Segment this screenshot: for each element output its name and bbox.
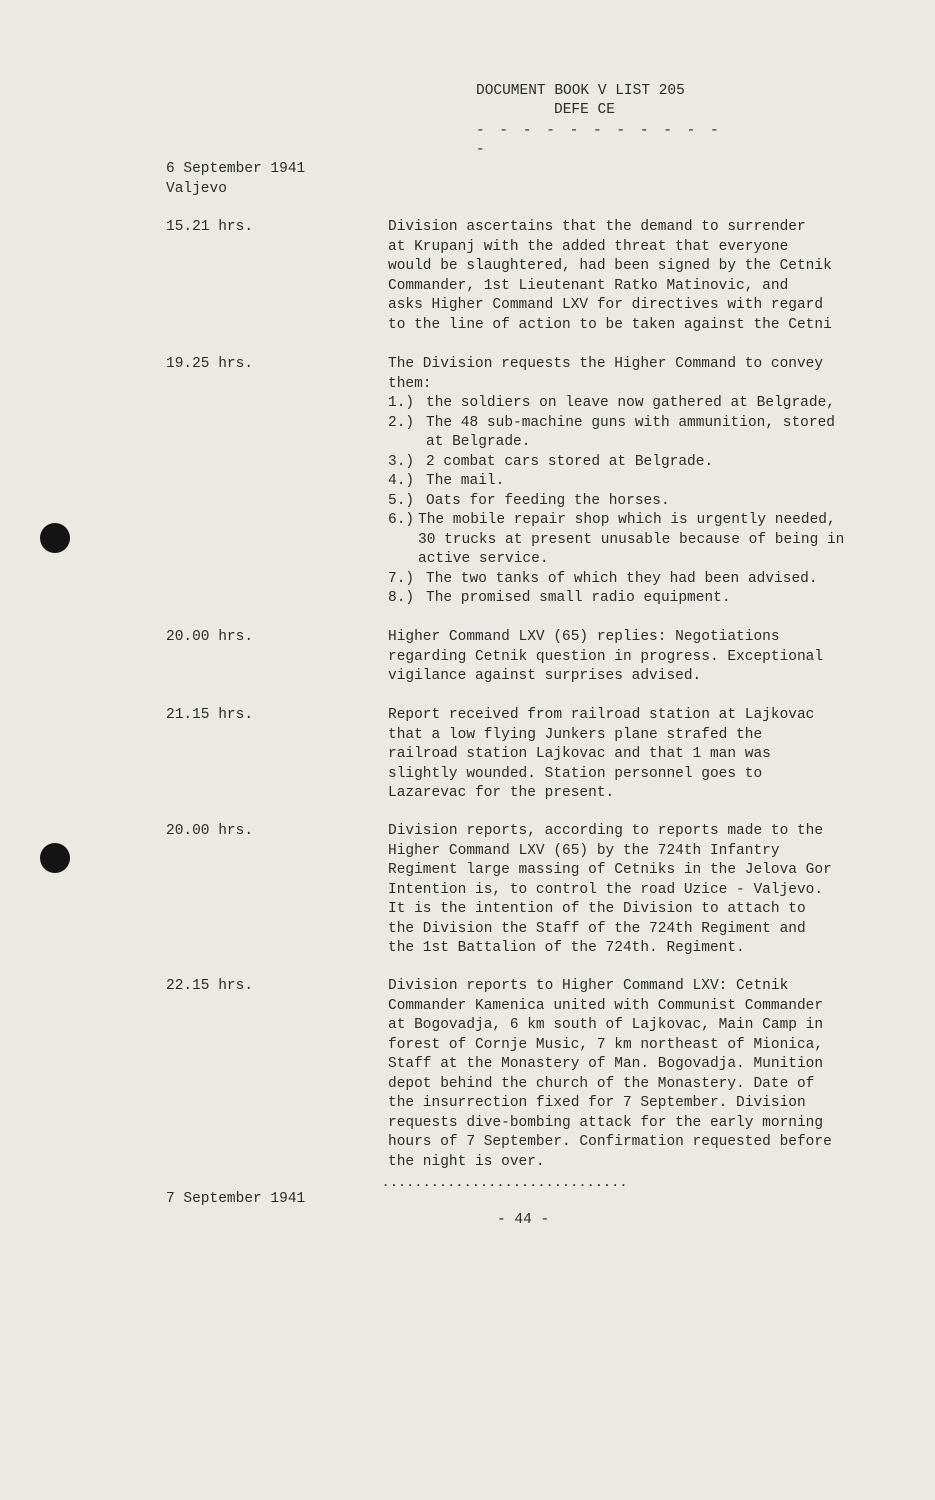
entry-text [388, 628, 888, 687]
entry-line: Higher Command LXV (65) by the 724th Infantry [388, 842, 780, 859]
entry-line: Report received from railroad station at Lajkovac [388, 707, 815, 723]
entry-line: Division reports, according to reports made to the [388, 823, 824, 839]
entry-line: Commander Kamenica united with Communist Commander [388, 997, 824, 1014]
entry-line: the night is over. [388, 1153, 545, 1170]
entry-text [388, 822, 888, 959]
entry-line: railroad station Lajkovac and that 1 man was [388, 746, 771, 762]
list-item-number: 7.) [388, 570, 415, 587]
entry-time: 21.15 hrs. [166, 707, 254, 723]
header-rule: - - - - - - - - - - - - [476, 123, 722, 158]
entry-line: them: [388, 375, 432, 392]
entry-line: the insurrection fixed for 7 September. Division [388, 1095, 806, 1111]
entry-line: at Bogovadja, 6 km south of Lajkovac, Main Camp in [388, 1017, 824, 1033]
punch-hole-top [40, 523, 70, 553]
list-item [388, 394, 888, 414]
entry-line: It is the intention of the Division to attach to [388, 901, 806, 917]
entry-line: the 1st Battalion of the 724th. Regiment. [388, 940, 745, 956]
list-item [388, 570, 888, 590]
list-item-number: 4.) [388, 473, 415, 489]
entry-line: hours of 7 September. Confirmation requested before [388, 1134, 832, 1150]
entry-line: asks Higher Command LXV for directives with regard [388, 297, 824, 313]
list-item-text: The mobile repair shop which is urgently needed, [418, 512, 836, 528]
list-item-continuation: at Belgrade. [426, 434, 531, 450]
entry-text [388, 355, 888, 609]
list-item [388, 589, 888, 609]
list-item-text: The 48 sub-machine guns with ammunition, stored [426, 414, 835, 431]
date-block-first [166, 160, 305, 199]
date-heading: 6 September 1941 [166, 161, 306, 177]
list-item [388, 511, 888, 570]
entry-time: 22.15 hrs. [166, 978, 254, 994]
entry-time: 15.21 hrs. [166, 219, 254, 235]
header-title: DOCUMENT BOOK V LIST 205 [476, 83, 685, 99]
list-item-number: 8.) [388, 590, 415, 606]
entry-line: requests dive-bombing attack for the early morning [388, 1114, 824, 1131]
list-item-number: 2.) [388, 414, 415, 431]
list-item [388, 492, 888, 512]
entry-time: 19.25 hrs. [166, 356, 254, 372]
list-item-number: 5.) [388, 492, 415, 509]
entry-line: Lazarevac for the present. [388, 785, 615, 801]
entry-line: Regiment large massing of Cetniks in the Jelova Gor [388, 862, 832, 878]
list-item-number: 1.) [388, 395, 415, 411]
entry-line: to the line of action to be taken against the Cetni [388, 316, 832, 333]
list-item-text: the soldiers on leave now gathered at Belgrade, [426, 395, 835, 411]
list-item-text: The mail. [426, 473, 505, 489]
entry-line: at Krupanj with the added threat that everyone [388, 238, 789, 255]
place-heading: Valjevo [166, 180, 227, 197]
entry-line: Higher Command LXV (65) replies: Negotiations [388, 629, 780, 645]
entry-line: Intention is, to control the road Uzice - Valjevo. [388, 881, 824, 898]
list-item-text: 2 combat cars stored at Belgrade. [426, 453, 714, 470]
entry-text [388, 218, 888, 335]
punch-hole-bottom [40, 843, 70, 873]
entry-time: 20.00 hrs. [166, 823, 254, 839]
entry-text [388, 706, 888, 804]
entry-text [388, 977, 888, 1172]
list-item [388, 414, 888, 453]
entry-line: would be slaughtered, had been signed by the Cetnik [388, 258, 832, 274]
entry-line: that a low flying Junkers plane strafed the [388, 726, 763, 743]
entry-line: Commander, 1st Lieutenant Ratko Matinovic, and [388, 277, 789, 294]
date-heading: 7 September 1941 [166, 1191, 306, 1207]
list-item-number: 3.) [388, 453, 415, 470]
entry-line: regarding Cetnik question in progress. Exceptional [388, 648, 824, 665]
entry-line: Staff at the Monastery of Man. Bogovadja. Munition [388, 1056, 824, 1072]
date-block-second [166, 1190, 305, 1210]
entry-time: 20.00 hrs. [166, 629, 254, 645]
list-item [388, 453, 888, 473]
list-item-text: Oats for feeding the horses. [426, 492, 670, 509]
entry-line: slightly wounded. Station personnel goes to [388, 765, 763, 782]
header-subtitle: DEFE CE [554, 102, 615, 118]
entry-line: forest of Cornje Music, 7 km northeast of Mionica, [388, 1036, 824, 1053]
list-item [388, 472, 888, 492]
entry-line: vigilance against surprises advised. [388, 668, 702, 684]
entry-line: The Division requests the Higher Command to convey [388, 356, 824, 372]
entry-line: Division reports to Higher Command LXV: Cetnik [388, 978, 789, 994]
entry-line: depot behind the church of the Monastery. Date of [388, 1075, 815, 1092]
page-number: - 44 - [497, 1212, 550, 1228]
list-item-text: The two tanks of which they had been advised. [426, 570, 818, 587]
list-item-continuation: 30 trucks at present unusable because of being in active service. [418, 531, 845, 567]
list-item-number: 6.) [388, 512, 415, 528]
request-list [388, 394, 888, 609]
dotted-separator: .............................. [382, 1176, 629, 1190]
entry-line: the Division the Staff of the 724th Regiment and [388, 920, 806, 937]
entry-line: Division ascertains that the demand to surrender [388, 219, 806, 235]
document-header [470, 82, 730, 160]
list-item-text: The promised small radio equipment. [426, 590, 731, 606]
